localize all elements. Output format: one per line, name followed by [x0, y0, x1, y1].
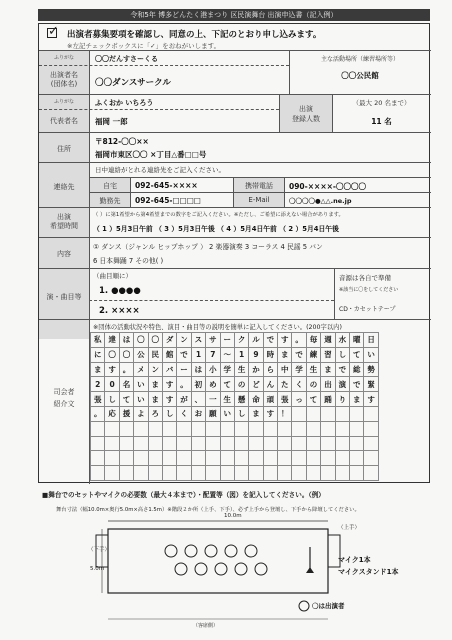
intro-grid-cell — [335, 451, 349, 466]
intro-grid-cell — [162, 421, 176, 436]
intro-grid-cell: 生 — [234, 362, 248, 377]
date-label: 出演 希望時間 — [50, 213, 78, 230]
intro-grid-cell — [306, 436, 320, 451]
intro-grid-cell: 初 — [191, 377, 205, 392]
mobile-phone-label: 携帯電話 — [245, 182, 273, 190]
intro-grid-cell: ろ — [148, 406, 162, 421]
intro-grid-cell: バ — [162, 362, 176, 377]
intro-grid-cell: て — [220, 377, 234, 392]
intro-grid-cell: 、 — [191, 392, 205, 407]
intro-grid-cell: 名 — [119, 377, 133, 392]
intro-grid-cell: 1 — [234, 347, 248, 362]
intro-grid-cell — [306, 466, 320, 481]
intro-grid-cell: 命 — [249, 392, 263, 407]
intro-grid-cell — [191, 436, 205, 451]
email-label: E-Mail — [248, 196, 270, 204]
intro-grid-cell: ま — [148, 392, 162, 407]
intro-grid-cell: 。 — [292, 333, 306, 348]
intro-grid-cell: す — [364, 392, 378, 407]
intro-grid-cell — [292, 421, 306, 436]
intro-grid-cell: サ — [206, 333, 220, 348]
intro-grid-cell — [105, 466, 119, 481]
intro-grid-cell: 0 — [105, 377, 119, 392]
intro-grid-cell: ン — [177, 333, 191, 348]
intro-grid-cell — [177, 436, 191, 451]
intro-grid-cell — [249, 436, 263, 451]
intro-grid-cell: い — [220, 406, 234, 421]
stage-width-label: 10.0m — [224, 513, 242, 519]
intro-grid-cell: ～ — [220, 347, 234, 362]
intro-grid-cell — [177, 421, 191, 436]
intro-grid-cell — [119, 421, 133, 436]
intro-grid-cell: ま — [91, 362, 105, 377]
intro-grid-cell: は — [191, 362, 205, 377]
intro-grid-cell: で — [292, 347, 306, 362]
intro-grid-cell — [350, 451, 364, 466]
intro-grid-cell — [278, 421, 292, 436]
song-1: 1. ●●●● — [99, 286, 141, 296]
intro-grid-cell — [249, 451, 263, 466]
intro-grid-cell — [249, 466, 263, 481]
intro-grid-cell — [105, 421, 119, 436]
intro-grid-cell — [191, 451, 205, 466]
intro-grid-cell: が — [177, 392, 191, 407]
intro-grid-cell — [306, 421, 320, 436]
intro-grid-cell: 〇 — [119, 347, 133, 362]
representative-value: 福岡 一郎 — [95, 117, 128, 126]
email-value: 〇〇〇〇●△△.ne.jp — [289, 197, 352, 205]
intro-grid-cell — [263, 436, 277, 451]
intro-grid-cell: 〇 — [105, 347, 119, 362]
sound-choice: CD・カセットテープ — [339, 306, 396, 313]
intro-grid-cell: ん — [263, 377, 277, 392]
intro-grid-cell: す — [278, 333, 292, 348]
intro-grid-cell: 曜 — [350, 333, 364, 348]
intro-text-grid — [90, 332, 379, 481]
work-phone-value: 092-645-□□□□ — [135, 196, 201, 205]
furigana-rep-label: ふりがな — [53, 99, 74, 105]
address-value: 福岡市東区〇〇 ×丁目△番□□号 — [95, 150, 207, 159]
intro-grid-cell: 7 — [206, 347, 220, 362]
intro-grid-cell — [134, 451, 148, 466]
intro-grid-cell — [306, 406, 320, 421]
intro-grid-cell — [119, 451, 133, 466]
sound-note-2: ※該当に〇をしてください — [339, 287, 399, 293]
intro-grid-cell — [364, 421, 378, 436]
venue-value: 〇〇公民館 — [341, 71, 379, 80]
intro-grid-cell — [220, 421, 234, 436]
intro-grid-cell: 。 — [119, 362, 133, 377]
intro-grid-cell: ル — [249, 333, 263, 348]
intro-grid-cell — [292, 466, 306, 481]
intro-grid-cell — [220, 466, 234, 481]
furigana-rep-value: ふくおか いちろう — [95, 99, 154, 107]
intro-grid-cell: ま — [249, 406, 263, 421]
intro-grid-cell — [292, 436, 306, 451]
intro-grid-cell — [177, 466, 191, 481]
intro-grid-cell: 1 — [191, 347, 205, 362]
intro-grid-cell: す — [162, 377, 176, 392]
intro-grid-cell — [249, 421, 263, 436]
intro-grid-cell: は — [119, 333, 133, 348]
intro-grid-cell: い — [134, 392, 148, 407]
intro-grid-cell: 中 — [278, 362, 292, 377]
intro-grid-cell — [364, 466, 378, 481]
songs-note: （曲目順に） — [93, 272, 132, 280]
sound-note: 音源は各自で準備 — [339, 274, 391, 282]
intro-grid-cell: し — [335, 347, 349, 362]
count-note: （最大 20 名まで） — [352, 99, 411, 107]
date-options: （ 1 ）5月3日午前 （ 3 ）5月3日午後 （ 4 ）5月4日午前 （ 2 ）5月4日午後 — [93, 225, 339, 233]
form-title: 令和5年 博多どんたく港まつり 区民演舞台 出演申込書（記入例） — [38, 9, 430, 21]
mc-intro-label: 司会者 紹介文 — [53, 388, 75, 408]
intro-grid-cell: 張 — [91, 392, 105, 407]
home-phone-value: 092-645-×××× — [135, 181, 198, 190]
intro-grid-cell: ま — [321, 362, 335, 377]
intro-grid-cell — [91, 466, 105, 481]
intro-grid-cell: 私 — [91, 333, 105, 348]
intro-grid-cell — [91, 421, 105, 436]
stage-depth-label: 5.0m — [90, 566, 105, 572]
intro-grid-cell: 張 — [278, 392, 292, 407]
stage-right-label: （上手） — [338, 525, 361, 531]
intro-grid-cell — [306, 451, 320, 466]
intro-grid-cell — [206, 436, 220, 451]
stage-size-note: 舞台寸法（幅10.0m×奥行5.0m×高さ1.5m）※階段２か所（上手、下手）、必ず上手から登壇し、下手から降壇してください。 — [56, 507, 360, 513]
intro-grid-cell: の — [306, 377, 320, 392]
song-2: 2. ×××× — [99, 306, 140, 316]
intro-grid-cell: 勢 — [364, 362, 378, 377]
intro-grid-cell: ら — [263, 362, 277, 377]
intro-grid-cell: り — [335, 392, 349, 407]
intro-grid-cell — [350, 436, 364, 451]
intro-grid-cell: す — [105, 362, 119, 377]
intro-grid-cell: い — [364, 347, 378, 362]
performer-legend: 〇は出演者 — [312, 602, 345, 610]
intro-grid-cell: で — [350, 377, 364, 392]
intro-grid-cell — [91, 451, 105, 466]
intro-grid-cell — [263, 466, 277, 481]
intro-grid-cell: 。 — [177, 377, 191, 392]
intro-grid-cell: ま — [350, 392, 364, 407]
intro-grid-cell: で — [263, 333, 277, 348]
intro-grid-cell: 館 — [162, 347, 176, 362]
intro-grid-cell: し — [105, 392, 119, 407]
audience-label: （客席側） — [193, 623, 219, 629]
intro-grid-cell: す — [162, 392, 176, 407]
intro-grid-cell: 9 — [249, 347, 263, 362]
furigana-name-value: 〇〇だんすさーくる — [95, 55, 158, 63]
intro-grid-cell — [148, 451, 162, 466]
intro-grid-cell: 学 — [292, 362, 306, 377]
intro-grid-cell: し — [162, 406, 176, 421]
intro-grid-cell: ！ — [278, 406, 292, 421]
intro-grid-cell: た — [278, 377, 292, 392]
intro-grid-cell: く — [292, 377, 306, 392]
intro-grid-cell — [105, 436, 119, 451]
intro-grid-cell: て — [119, 392, 133, 407]
intro-grid-cell: で — [335, 362, 349, 377]
intro-grid-cell — [119, 466, 133, 481]
intro-grid-cell: 援 — [119, 406, 133, 421]
intro-grid-cell: 〇 — [148, 333, 162, 348]
intro-grid-cell: 生 — [306, 362, 320, 377]
intro-grid-cell — [206, 421, 220, 436]
intro-grid-cell: 。 — [91, 406, 105, 421]
consent-note: ※左記チェックボックスに「✓」をおねがいします。 — [67, 42, 221, 50]
intro-grid-cell: 水 — [335, 333, 349, 348]
mobile-phone-value: 090-××××-〇〇〇〇 — [289, 182, 367, 191]
intro-grid-cell: で — [177, 347, 191, 362]
intro-grid-cell — [162, 451, 176, 466]
mic-stand-count: マイクスタンド1本 — [338, 568, 399, 576]
intro-grid-cell — [335, 466, 349, 481]
intro-grid-cell — [134, 466, 148, 481]
intro-grid-cell — [364, 436, 378, 451]
intro-grid-cell — [148, 421, 162, 436]
intro-grid-cell — [234, 466, 248, 481]
intro-grid-cell — [364, 451, 378, 466]
intro-grid-cell: 小 — [206, 362, 220, 377]
stage-section — [38, 483, 430, 633]
work-phone-label: 勤務先 — [99, 197, 121, 205]
intro-grid-cell: 民 — [148, 347, 162, 362]
intro-grid-cell: 練 — [306, 347, 320, 362]
intro-grid-cell: 頑 — [263, 392, 277, 407]
contact-note: 日中連絡がとれる連絡先をご記入ください。 — [95, 166, 225, 174]
registered-count-value: 11 名 — [371, 117, 392, 126]
intro-grid-cell: め — [206, 377, 220, 392]
intro-grid-cell: ー — [220, 333, 234, 348]
intro-grid-cell — [220, 451, 234, 466]
intro-grid-cell: お — [191, 406, 205, 421]
intro-grid-cell — [321, 421, 335, 436]
intro-grid-cell — [119, 436, 133, 451]
intro-grid-cell — [162, 436, 176, 451]
intro-grid-cell: 達 — [105, 333, 119, 348]
content-line-1: ① ダンス（ジャンル ヒップホップ ） 2 楽器演奏 3 コーラス 4 民謡 5 バン — [93, 243, 323, 251]
intro-grid-cell: ど — [249, 377, 263, 392]
intro-grid-cell: て — [350, 347, 364, 362]
intro-grid-cell: 〇 — [134, 333, 148, 348]
intro-grid-cell — [335, 421, 349, 436]
intro-grid-cell — [234, 421, 248, 436]
home-phone-label: 自宅 — [103, 182, 117, 190]
intro-grid-cell: 総 — [350, 362, 364, 377]
registered-count-label: 出演 登録人数 — [292, 105, 320, 123]
intro-grid-cell: す — [263, 406, 277, 421]
check-mark-icon: ✓ — [48, 24, 59, 39]
intro-grid-cell — [321, 451, 335, 466]
performer-circles — [165, 545, 309, 611]
intro-grid-cell: し — [234, 406, 248, 421]
intro-grid-cell — [91, 436, 105, 451]
intro-grid-cell — [191, 421, 205, 436]
intro-grid-cell — [292, 451, 306, 466]
stage-heading: ■舞台でのセットやマイクの必要数（最大４本まで）・配置等（図）を記入してください。（例） — [42, 491, 325, 499]
intro-grid-cell: 踊 — [321, 392, 335, 407]
intro-grid-cell — [350, 466, 364, 481]
intro-grid-cell — [134, 436, 148, 451]
intro-grid-cell — [278, 451, 292, 466]
intro-grid-cell — [263, 451, 277, 466]
stage-left-label: （下手） — [88, 547, 111, 553]
intro-grid-cell: 応 — [105, 406, 119, 421]
content-label: 内容 — [57, 250, 71, 258]
date-note: （ ）に第1希望から第4希望までの数字をご記入ください。※ただし、ご希望に添えない場合があります。 — [93, 212, 344, 218]
intro-grid-cell — [335, 406, 349, 421]
intro-grid-cell: て — [306, 392, 320, 407]
intro-grid-cell — [206, 466, 220, 481]
intro-grid-cell — [321, 436, 335, 451]
intro-grid-cell — [191, 466, 205, 481]
intro-grid-cell: 週 — [321, 333, 335, 348]
contact-label: 連絡先 — [53, 183, 75, 191]
postal-code-value: 〒812-〇〇×× — [95, 137, 149, 146]
mc-intro-note: ※団体の活動状況や特色、演目・曲目等の説明を簡単に記入してください。(200字以内) — [93, 324, 342, 331]
intro-grid-cell: 願 — [206, 406, 220, 421]
intro-grid-cell — [278, 436, 292, 451]
intro-grid-cell — [148, 466, 162, 481]
intro-grid-cell — [292, 406, 306, 421]
intro-grid-cell: 学 — [220, 362, 234, 377]
intro-grid-cell: い — [134, 377, 148, 392]
intro-grid-cell — [148, 436, 162, 451]
intro-grid-cell — [177, 451, 191, 466]
intro-grid-cell: 一 — [206, 392, 220, 407]
intro-grid-cell — [134, 421, 148, 436]
intro-grid-cell — [278, 466, 292, 481]
intro-grid-cell — [234, 451, 248, 466]
performer-name-label: 出演者名 (団体名) — [50, 71, 78, 88]
representative-label: 代表者名 — [50, 117, 78, 125]
intro-grid-cell — [206, 451, 220, 466]
content-line-2: 6 日本舞踊 7 その他( ) — [93, 257, 164, 265]
intro-grid-cell: 習 — [321, 347, 335, 362]
intro-grid-cell: よ — [134, 406, 148, 421]
intro-grid-cell — [335, 436, 349, 451]
venue-label: 主な活動場所（練習場所等） — [320, 56, 399, 63]
intro-grid-cell: 2 — [91, 377, 105, 392]
intro-grid-cell — [220, 436, 234, 451]
intro-grid-cell: ま — [148, 377, 162, 392]
intro-grid-cell — [364, 406, 378, 421]
intro-grid-cell: く — [177, 406, 191, 421]
stage-outline — [108, 529, 328, 593]
intro-grid-cell: に — [91, 347, 105, 362]
mic-icon — [306, 567, 314, 573]
intro-grid-cell: 緊 — [364, 377, 378, 392]
intro-grid-cell: ン — [148, 362, 162, 377]
intro-grid-cell: 毎 — [306, 333, 320, 348]
intro-grid-cell: 懸 — [234, 392, 248, 407]
intro-grid-cell — [321, 466, 335, 481]
intro-grid-cell: か — [249, 362, 263, 377]
intro-grid-cell — [321, 406, 335, 421]
songs-label: 演・曲目等 — [46, 293, 82, 301]
intro-grid-cell: 時 — [263, 347, 277, 362]
intro-grid-cell: 日 — [364, 333, 378, 348]
intro-grid-cell: ま — [278, 347, 292, 362]
consent-text: 出演者募集要項を確認し、同意の上、下記のとおり申し込みます。 — [67, 30, 322, 40]
intro-grid-cell: の — [234, 377, 248, 392]
intro-grid-cell: ダ — [162, 333, 176, 348]
intro-grid-cell — [350, 406, 364, 421]
intro-grid-cell: ス — [191, 333, 205, 348]
intro-grid-cell — [234, 436, 248, 451]
intro-grid-cell: 演 — [335, 377, 349, 392]
intro-grid-cell: 生 — [220, 392, 234, 407]
furigana-label: ふりがな — [53, 55, 74, 61]
intro-grid-cell: メ — [134, 362, 148, 377]
intro-grid-cell — [162, 466, 176, 481]
intro-grid-cell — [350, 421, 364, 436]
mic-count: マイク1本 — [338, 556, 371, 564]
intro-grid-cell — [263, 421, 277, 436]
address-label: 住所 — [57, 145, 71, 153]
intro-grid-cell: ク — [234, 333, 248, 348]
intro-grid-cell — [105, 451, 119, 466]
performer-name-value: 〇〇ダンスサークル — [95, 78, 171, 88]
intro-grid-cell: 出 — [321, 377, 335, 392]
intro-grid-cell: ー — [177, 362, 191, 377]
intro-grid-cell: っ — [292, 392, 306, 407]
intro-grid-cell: 公 — [134, 347, 148, 362]
